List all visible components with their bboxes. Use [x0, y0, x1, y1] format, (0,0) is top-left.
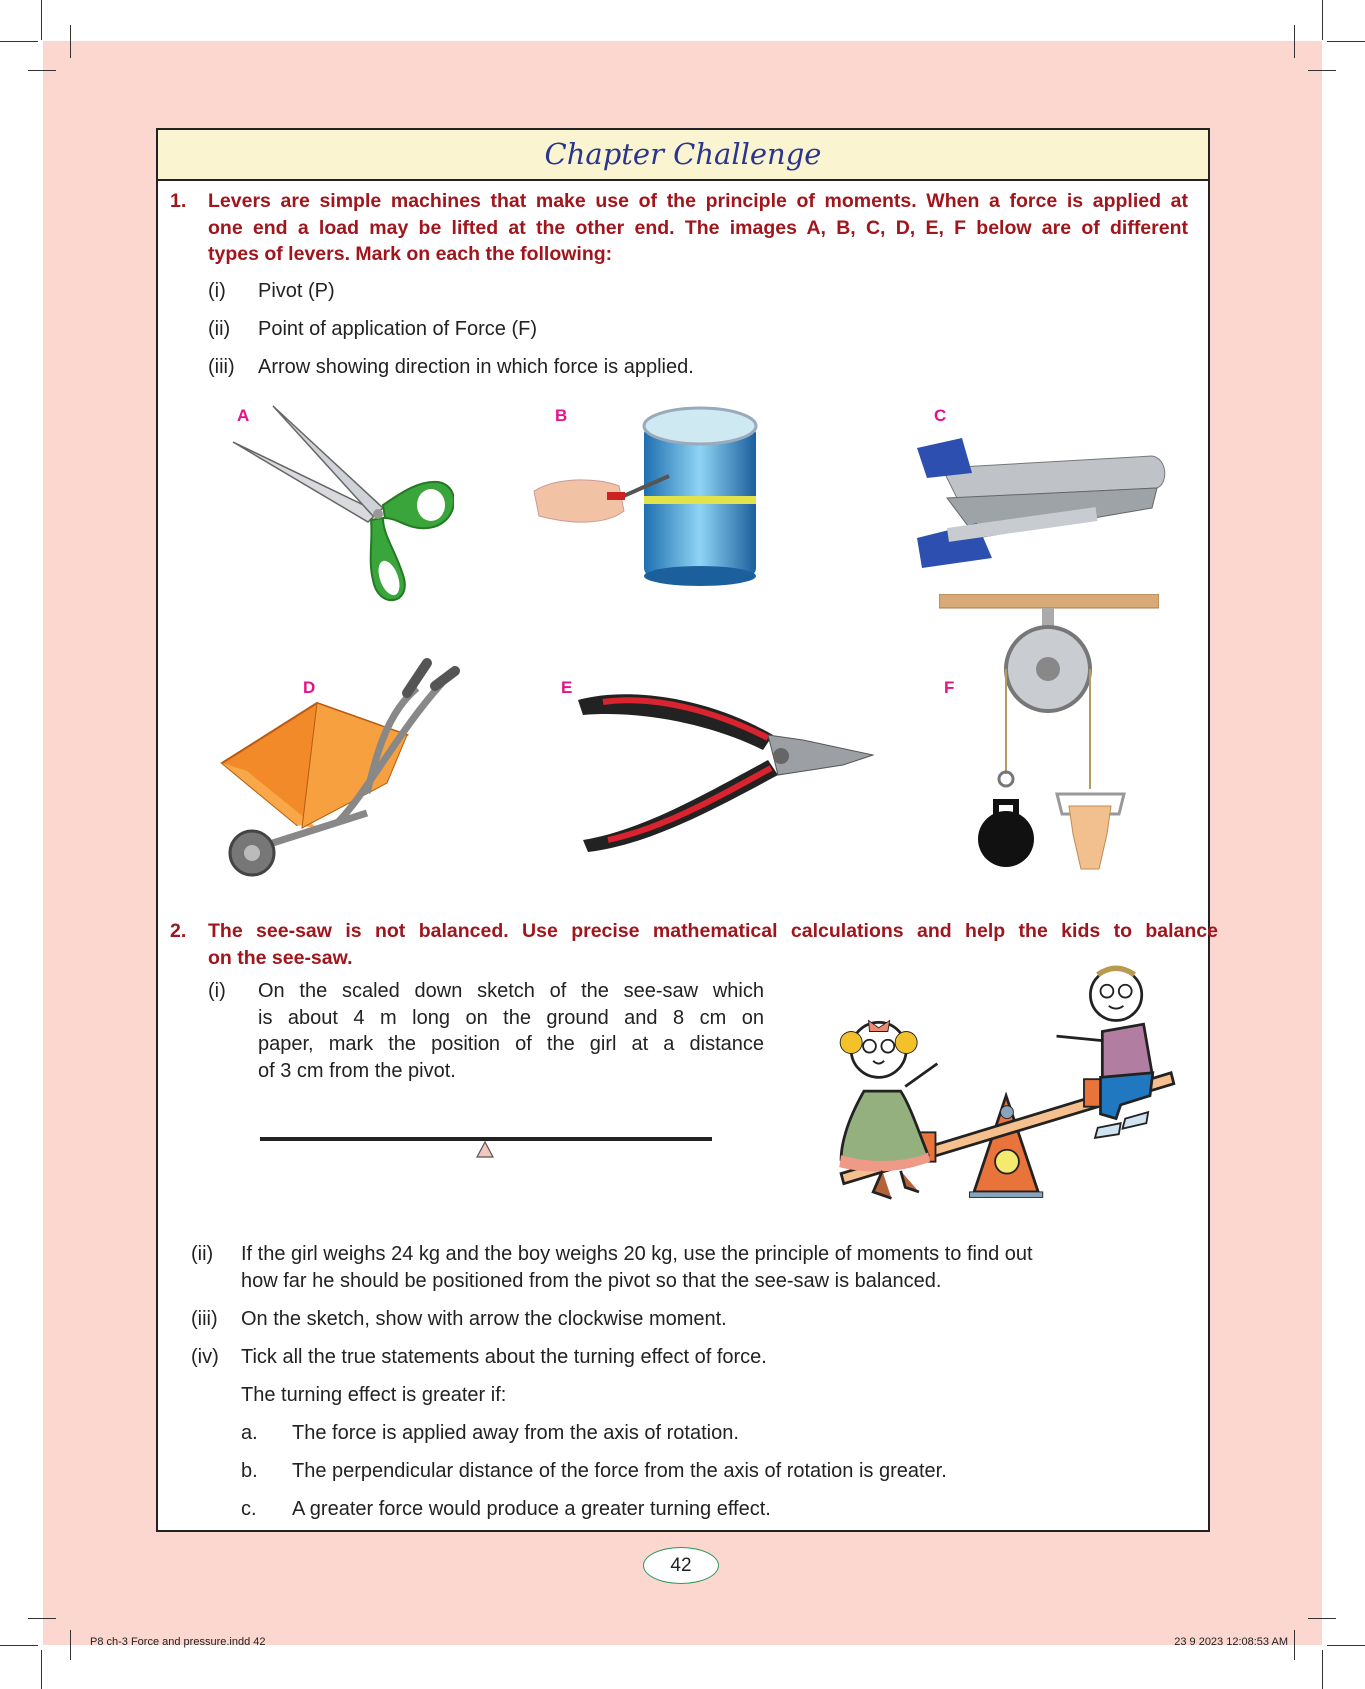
crop-mark: [0, 1645, 38, 1646]
crop-mark: [1327, 41, 1365, 42]
image-label-b: B: [555, 406, 568, 425]
item-number: (ii): [208, 318, 231, 340]
item-number: (iv): [191, 1346, 219, 1368]
crop-mark: [1294, 1630, 1295, 1660]
item-text: Tick all the true statements about the turning effect of force.: [241, 1346, 767, 1368]
image-label-a: A: [237, 406, 250, 425]
page-title: Chapter Challenge: [544, 137, 822, 171]
pulley-icon: [939, 594, 1159, 874]
crop-mark: [1322, 0, 1323, 40]
pliers-icon: [573, 680, 874, 852]
crop-mark: [1294, 25, 1295, 58]
option-c[interactable]: A greater force would produce a greater turning effect.: [292, 1498, 771, 1520]
pivot-triangle-icon: [477, 1142, 493, 1157]
option-b[interactable]: The perpendicular distance of the force from the axis of rotation is greater.: [292, 1460, 947, 1482]
statement-intro: The turning effect is greater if:: [241, 1384, 507, 1406]
item-line: paper, mark the position of the girl at a distance: [258, 1033, 764, 1055]
crop-mark: [1308, 1618, 1336, 1619]
image-label-e: E: [561, 678, 573, 697]
crop-mark: [1322, 1650, 1323, 1689]
item-line: On the scaled down sketch of the see-saw which: [258, 980, 764, 1002]
q2-line: The see-saw is not balanced. Use precise mathematical calculations and help the kids to balance: [208, 920, 1218, 942]
image-label-f: F: [944, 678, 955, 697]
item-number: (i): [208, 980, 226, 1002]
item-line: of 3 cm from the pivot.: [258, 1059, 456, 1082]
item-line: If the girl weighs 24 kg and the boy weighs 20 kg, use the principle of moments to find out: [241, 1243, 1033, 1265]
seesaw-kids-illustration: [809, 954, 1194, 1219]
q1-number: 1.: [170, 190, 187, 212]
option-letter: b.: [241, 1460, 258, 1482]
item-number: (iii): [191, 1308, 218, 1330]
footer-timestamp: 23 9 2023 12:08:53 AM: [1174, 1636, 1288, 1648]
footer-filename: P8 ch-3 Force and pressure.indd 42: [90, 1636, 266, 1648]
paint-can-lid-icon: [529, 406, 779, 591]
crop-mark: [0, 41, 38, 42]
item-number: (iii): [208, 356, 235, 378]
item-number: (i): [208, 280, 226, 302]
item-text: Point of application of Force (F): [258, 318, 538, 340]
q2-number: 2.: [170, 920, 187, 942]
q1-line: types of levers. Mark on each the following:: [208, 243, 613, 265]
header-banner: [158, 130, 1208, 181]
item-text: Arrow showing direction in which force is applied.: [258, 356, 694, 378]
option-letter: a.: [241, 1422, 258, 1444]
crop-mark: [1327, 1645, 1365, 1646]
q2-line: on the see-saw.: [208, 946, 353, 969]
chapter-challenge-box: [156, 128, 1218, 1532]
wheelbarrow-icon: [217, 653, 460, 890]
stapler-icon: [917, 438, 1177, 573]
image-label-d: D: [303, 678, 316, 697]
item-text: On the sketch, show with arrow the clockwise moment.: [241, 1308, 727, 1330]
q1-line: Levers are simple machines that make use of the principle of moments. When a force is applied at: [208, 190, 1188, 212]
crop-mark: [28, 1618, 56, 1619]
item-text: [241, 1241, 1033, 1294]
item-text: Pivot (P): [258, 280, 335, 302]
option-a[interactable]: The force is applied away from the axis of rotation.: [292, 1422, 739, 1444]
crop-mark: [28, 70, 56, 71]
q1-line: one end a load may be lifted at the other end. The images A, B, C, D, E, F below are of different: [208, 216, 1188, 239]
crop-mark: [70, 1630, 71, 1660]
page-number: 42: [643, 1547, 719, 1584]
seesaw-sketch[interactable]: [258, 1135, 714, 1165]
item-line: how far he should be positioned from the pivot so that the see-saw is balanced.: [241, 1269, 942, 1292]
item-line: is about 4 m long on the ground and 8 cm on: [258, 1006, 764, 1029]
crop-mark: [41, 1650, 42, 1689]
crop-mark: [1308, 70, 1336, 71]
image-label-c: C: [934, 406, 947, 425]
crop-mark: [41, 0, 42, 40]
scissors-icon: [223, 400, 454, 621]
item-number: (ii): [191, 1243, 214, 1265]
crop-mark: [70, 25, 71, 58]
option-letter: c.: [241, 1498, 257, 1520]
q1-text: [208, 188, 1188, 268]
item-text: [258, 978, 764, 1084]
